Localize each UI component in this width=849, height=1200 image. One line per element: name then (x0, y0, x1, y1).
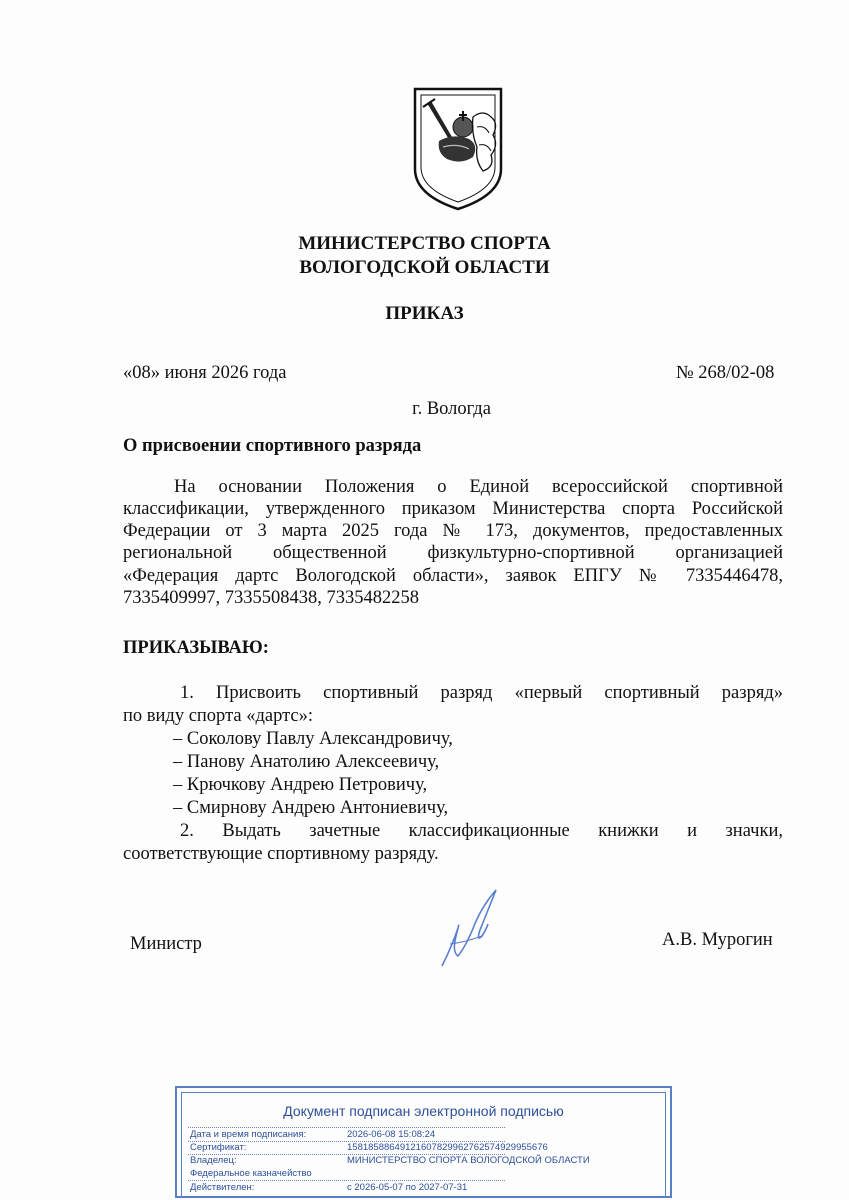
e-signature-title: Документ подписан электронной подписью (283, 1103, 564, 1119)
item1-line: 1. Присвоить спортивный разряд «первый спортивный разряд» (180, 683, 783, 703)
e-signature-stamp (175, 1086, 672, 1198)
document-type: ПРИКАЗ (385, 303, 464, 324)
signer-position: Министр (130, 934, 202, 954)
coat-of-arms-emblem (413, 87, 503, 211)
stamp-label: Сертификат: (190, 1142, 247, 1153)
order-city: г. Вологда (412, 399, 491, 419)
person-list-item: – Соколову Павлу Александровичу, (173, 729, 453, 749)
item2-line: соответствующие спортивному разряду. (123, 844, 439, 864)
preamble-line: 7335409997, 7335508438, 7335482258 (123, 588, 419, 608)
person-list-item: – Панову Анатолию Алексеевичу, (173, 752, 440, 772)
stamp-value: 2026-06-08 15:08:24 (347, 1129, 436, 1140)
order-number: № 268/02-08 (676, 363, 775, 383)
preamble-line: региональной общественной физкультурно-спортивной организацией (123, 543, 783, 563)
stamp-value: МИНИСТЕРСТВО СПОРТА ВОЛОГОДСКОЙ ОБЛАСТИ (347, 1155, 590, 1166)
stamp-label: Дата и время подписания: (190, 1129, 307, 1140)
stamp-label: Владелец: (190, 1155, 237, 1166)
stamp-value: 158185886491216078299627625749299556​76 (347, 1142, 548, 1153)
stamp-value: с 2026-05-07 по 2027-07-31 (347, 1182, 468, 1193)
handwritten-signature (436, 886, 506, 972)
item2-line: 2. Выдать зачетные классификационные книжки и значки, (180, 821, 783, 841)
stamp-divider (188, 1127, 505, 1128)
ministry-name-line1: МИНИСТЕРСТВО СПОРТА (298, 233, 551, 254)
order-date: «08» июня 2026 года (123, 363, 287, 383)
preamble-line: Федерации от 3 марта 2025 года № 173, документов, предоставленных (123, 521, 783, 541)
order-command: ПРИКАЗЫВАЮ: (123, 638, 269, 658)
ministry-name-line2: ВОЛОГОДСКОЙ ОБЛАСТИ (299, 257, 550, 278)
preamble-line: «Федерация дартс Вологодской области», заявок ЕПГУ № 7335446478, (123, 566, 783, 586)
e-signature-stamp-frame (181, 1092, 666, 1196)
preamble-line: классификации, утвержденного приказом Министерства спорта Российской (123, 499, 783, 519)
stamp-label: Федеральное казначейство (190, 1168, 312, 1179)
signer-name: А.В. Мурогин (662, 930, 773, 950)
person-list-item: – Крючкову Андрею Петровичу, (173, 775, 428, 795)
person-list-item: – Смирнову Андрею Антониевичу, (173, 798, 449, 818)
stamp-divider (188, 1180, 505, 1181)
preamble-line: На основании Положения о Единой всероссийской спортивной (174, 477, 783, 497)
stamp-label: Действителен: (190, 1182, 255, 1193)
redaction-patch (478, 728, 572, 820)
order-subject: О присвоении спортивного разряда (123, 436, 422, 456)
item1-line: по виду спорта «дартс»: (123, 706, 314, 726)
